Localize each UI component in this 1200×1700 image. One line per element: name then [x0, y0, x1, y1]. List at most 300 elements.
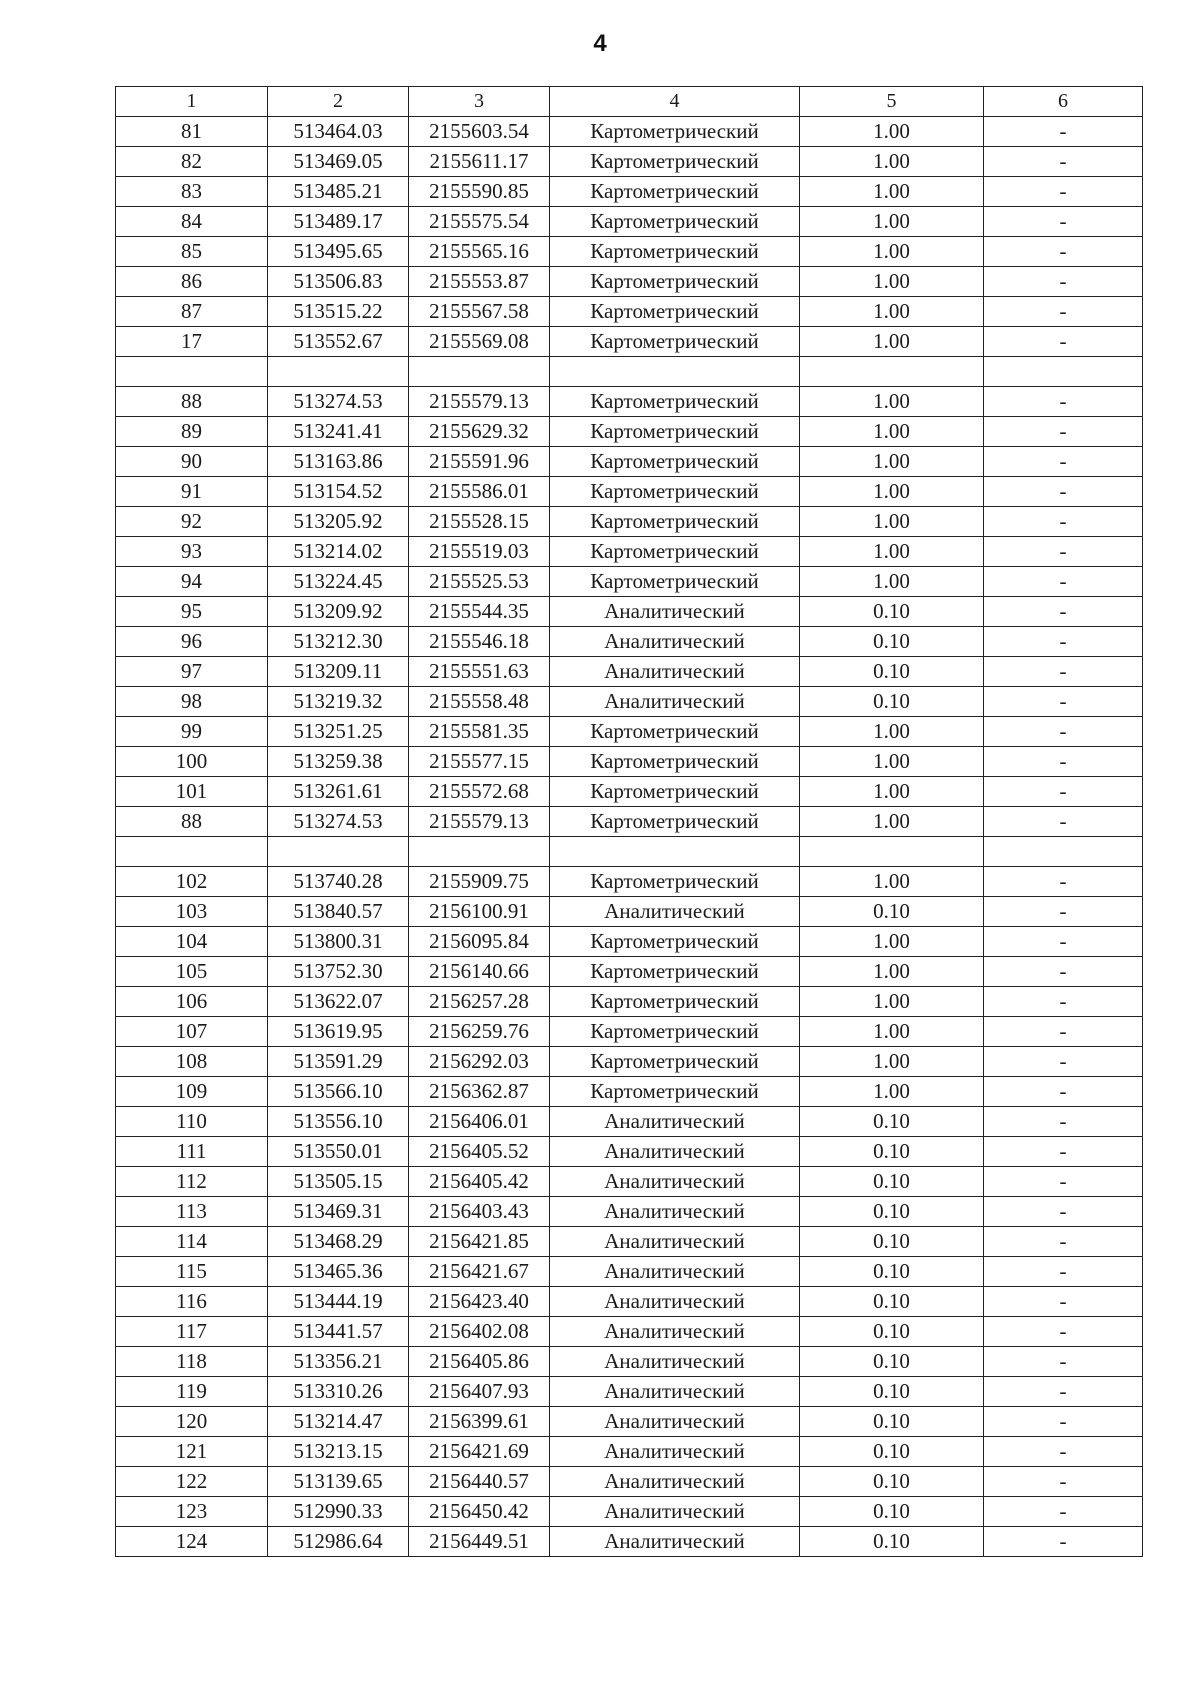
page-number: 4	[593, 30, 607, 57]
table-row	[116, 1137, 1143, 1167]
description-cell: -	[984, 867, 1143, 897]
table-row	[116, 1077, 1143, 1107]
point-number-cell: 84	[116, 207, 268, 237]
x-coordinate-cell: 513619.95	[268, 1017, 409, 1047]
x-coordinate-cell: 513163.86	[268, 447, 409, 477]
table-row	[116, 477, 1143, 507]
accuracy-cell: 1.00	[800, 387, 984, 417]
table-row	[116, 357, 1143, 387]
y-coordinate-cell	[409, 357, 550, 387]
x-coordinate-cell: 513261.61	[268, 777, 409, 807]
accuracy-cell: 1.00	[800, 327, 984, 357]
y-coordinate-cell: 2156406.01	[409, 1107, 550, 1137]
point-number-cell: 110	[116, 1107, 268, 1137]
y-coordinate-cell: 2156405.86	[409, 1347, 550, 1377]
point-number-cell: 83	[116, 177, 268, 207]
point-number-cell: 87	[116, 297, 268, 327]
point-number-cell: 92	[116, 507, 268, 537]
y-coordinate-cell: 2155528.15	[409, 507, 550, 537]
x-coordinate-cell: 513212.30	[268, 627, 409, 657]
method-cell: Аналитический	[550, 1107, 800, 1137]
description-cell: -	[984, 1287, 1143, 1317]
description-cell: -	[984, 567, 1143, 597]
table-row	[116, 747, 1143, 777]
method-cell: Аналитический	[550, 1377, 800, 1407]
method-cell: Картометрический	[550, 297, 800, 327]
y-coordinate-cell: 2155581.35	[409, 717, 550, 747]
table-row	[116, 597, 1143, 627]
accuracy-cell: 0.10	[800, 897, 984, 927]
accuracy-cell: 0.10	[800, 1227, 984, 1257]
table-row	[116, 1497, 1143, 1527]
accuracy-cell: 1.00	[800, 777, 984, 807]
x-coordinate-cell: 513209.92	[268, 597, 409, 627]
accuracy-cell: 1.00	[800, 1047, 984, 1077]
description-cell: -	[984, 987, 1143, 1017]
accuracy-cell: 0.10	[800, 687, 984, 717]
y-coordinate-cell: 2156257.28	[409, 987, 550, 1017]
description-cell: -	[984, 267, 1143, 297]
accuracy-cell: 0.10	[800, 1107, 984, 1137]
description-cell: -	[984, 537, 1143, 567]
point-number-cell: 114	[116, 1227, 268, 1257]
accuracy-cell: 1.00	[800, 267, 984, 297]
accuracy-cell: 1.00	[800, 507, 984, 537]
x-coordinate-cell: 513356.21	[268, 1347, 409, 1377]
point-number-cell: 90	[116, 447, 268, 477]
x-coordinate-cell: 512986.64	[268, 1527, 409, 1557]
x-coordinate-cell: 513485.21	[268, 177, 409, 207]
table-row	[116, 657, 1143, 687]
point-number-cell: 91	[116, 477, 268, 507]
accuracy-cell: 0.10	[800, 627, 984, 657]
point-number-cell: 95	[116, 597, 268, 627]
accuracy-cell: 1.00	[800, 537, 984, 567]
method-cell: Аналитический	[550, 1437, 800, 1467]
y-coordinate-cell	[409, 837, 550, 867]
accuracy-cell: 1.00	[800, 927, 984, 957]
column-header: 1	[116, 87, 268, 117]
description-cell: -	[984, 417, 1143, 447]
x-coordinate-cell: 513740.28	[268, 867, 409, 897]
coordinates-table	[115, 86, 1143, 1557]
accuracy-cell	[800, 837, 984, 867]
accuracy-cell: 1.00	[800, 747, 984, 777]
point-number-cell: 99	[116, 717, 268, 747]
accuracy-cell: 0.10	[800, 597, 984, 627]
point-number-cell: 113	[116, 1197, 268, 1227]
description-cell: -	[984, 657, 1143, 687]
method-cell: Картометрический	[550, 267, 800, 297]
point-number-cell: 94	[116, 567, 268, 597]
method-cell: Аналитический	[550, 1167, 800, 1197]
y-coordinate-cell: 2155909.75	[409, 867, 550, 897]
description-cell: -	[984, 1407, 1143, 1437]
point-number-cell: 123	[116, 1497, 268, 1527]
x-coordinate-cell: 513550.01	[268, 1137, 409, 1167]
accuracy-cell: 1.00	[800, 987, 984, 1017]
y-coordinate-cell: 2155551.63	[409, 657, 550, 687]
x-coordinate-cell: 513566.10	[268, 1077, 409, 1107]
accuracy-cell: 0.10	[800, 1257, 984, 1287]
table-row	[116, 687, 1143, 717]
x-coordinate-cell: 513214.47	[268, 1407, 409, 1437]
table-row	[116, 1227, 1143, 1257]
point-number-cell: 108	[116, 1047, 268, 1077]
x-coordinate-cell: 513489.17	[268, 207, 409, 237]
y-coordinate-cell: 2155565.16	[409, 237, 550, 267]
method-cell: Картометрический	[550, 237, 800, 267]
y-coordinate-cell: 2156259.76	[409, 1017, 550, 1047]
table-row	[116, 417, 1143, 447]
table-row	[116, 507, 1143, 537]
description-cell: -	[984, 207, 1143, 237]
accuracy-cell	[800, 357, 984, 387]
point-number-cell: 102	[116, 867, 268, 897]
description-cell: -	[984, 717, 1143, 747]
point-number-cell: 117	[116, 1317, 268, 1347]
method-cell: Аналитический	[550, 1287, 800, 1317]
table-row	[116, 1197, 1143, 1227]
point-number-cell: 112	[116, 1167, 268, 1197]
description-cell: -	[984, 297, 1143, 327]
description-cell: -	[984, 117, 1143, 147]
x-coordinate-cell: 513251.25	[268, 717, 409, 747]
y-coordinate-cell: 2155579.13	[409, 387, 550, 417]
method-cell: Аналитический	[550, 1257, 800, 1287]
point-number-cell: 116	[116, 1287, 268, 1317]
table-row	[116, 447, 1143, 477]
x-coordinate-cell: 513800.31	[268, 927, 409, 957]
point-number-cell: 17	[116, 327, 268, 357]
point-number-cell: 124	[116, 1527, 268, 1557]
description-cell: -	[984, 327, 1143, 357]
accuracy-cell: 1.00	[800, 447, 984, 477]
point-number-cell: 115	[116, 1257, 268, 1287]
column-header: 3	[409, 87, 550, 117]
method-cell: Картометрический	[550, 537, 800, 567]
point-number-cell	[116, 357, 268, 387]
method-cell: Картометрический	[550, 477, 800, 507]
accuracy-cell: 0.10	[800, 657, 984, 687]
table-row	[116, 927, 1143, 957]
description-cell: -	[984, 477, 1143, 507]
accuracy-cell: 1.00	[800, 1017, 984, 1047]
description-cell: -	[984, 1077, 1143, 1107]
method-cell: Картометрический	[550, 1077, 800, 1107]
description-cell: -	[984, 957, 1143, 987]
y-coordinate-cell: 2156450.42	[409, 1497, 550, 1527]
method-cell: Картометрический	[550, 177, 800, 207]
description-cell: -	[984, 1347, 1143, 1377]
table-row	[116, 297, 1143, 327]
description-cell: -	[984, 1317, 1143, 1347]
accuracy-cell: 1.00	[800, 117, 984, 147]
accuracy-cell: 0.10	[800, 1287, 984, 1317]
description-cell: -	[984, 927, 1143, 957]
method-cell: Картометрический	[550, 1047, 800, 1077]
accuracy-cell: 1.00	[800, 147, 984, 177]
table-row	[116, 1287, 1143, 1317]
method-cell: Аналитический	[550, 1137, 800, 1167]
method-cell: Картометрический	[550, 957, 800, 987]
x-coordinate-cell	[268, 837, 409, 867]
method-cell	[550, 837, 800, 867]
table-row	[116, 1047, 1143, 1077]
table-row	[116, 807, 1143, 837]
accuracy-cell: 0.10	[800, 1467, 984, 1497]
x-coordinate-cell: 513213.15	[268, 1437, 409, 1467]
point-number-cell: 81	[116, 117, 268, 147]
y-coordinate-cell: 2156140.66	[409, 957, 550, 987]
description-cell: -	[984, 1257, 1143, 1287]
y-coordinate-cell: 2155567.58	[409, 297, 550, 327]
point-number-cell: 101	[116, 777, 268, 807]
point-number-cell: 97	[116, 657, 268, 687]
table-row	[116, 777, 1143, 807]
x-coordinate-cell: 512990.33	[268, 1497, 409, 1527]
description-cell: -	[984, 237, 1143, 267]
description-cell: -	[984, 1527, 1143, 1557]
y-coordinate-cell: 2156292.03	[409, 1047, 550, 1077]
method-cell: Аналитический	[550, 1497, 800, 1527]
accuracy-cell: 1.00	[800, 1077, 984, 1107]
y-coordinate-cell: 2155575.54	[409, 207, 550, 237]
y-coordinate-cell: 2155553.87	[409, 267, 550, 297]
y-coordinate-cell: 2155577.15	[409, 747, 550, 777]
table-row	[116, 177, 1143, 207]
y-coordinate-cell: 2156100.91	[409, 897, 550, 927]
method-cell	[550, 357, 800, 387]
y-coordinate-cell: 2156095.84	[409, 927, 550, 957]
point-number-cell: 103	[116, 897, 268, 927]
table-row	[116, 1257, 1143, 1287]
x-coordinate-cell: 513310.26	[268, 1377, 409, 1407]
x-coordinate-cell: 513468.29	[268, 1227, 409, 1257]
accuracy-cell: 0.10	[800, 1407, 984, 1437]
x-coordinate-cell: 513241.41	[268, 417, 409, 447]
point-number-cell: 89	[116, 417, 268, 447]
table-row	[116, 117, 1143, 147]
table-row	[116, 1407, 1143, 1437]
y-coordinate-cell: 2155519.03	[409, 537, 550, 567]
table-row	[116, 327, 1143, 357]
x-coordinate-cell: 513465.36	[268, 1257, 409, 1287]
y-coordinate-cell: 2155569.08	[409, 327, 550, 357]
method-cell: Аналитический	[550, 1197, 800, 1227]
accuracy-cell: 1.00	[800, 237, 984, 267]
column-header: 5	[800, 87, 984, 117]
y-coordinate-cell: 2156421.85	[409, 1227, 550, 1257]
point-number-cell: 119	[116, 1377, 268, 1407]
table-row	[116, 1107, 1143, 1137]
accuracy-cell: 1.00	[800, 807, 984, 837]
accuracy-cell: 0.10	[800, 1347, 984, 1377]
description-cell: -	[984, 1167, 1143, 1197]
x-coordinate-cell: 513515.22	[268, 297, 409, 327]
method-cell: Картометрический	[550, 807, 800, 837]
method-cell: Аналитический	[550, 1227, 800, 1257]
table-row	[116, 627, 1143, 657]
y-coordinate-cell: 2156405.42	[409, 1167, 550, 1197]
table-row	[116, 867, 1143, 897]
accuracy-cell: 1.00	[800, 417, 984, 447]
x-coordinate-cell: 513259.38	[268, 747, 409, 777]
y-coordinate-cell: 2156399.61	[409, 1407, 550, 1437]
y-coordinate-cell: 2155629.32	[409, 417, 550, 447]
y-coordinate-cell: 2156440.57	[409, 1467, 550, 1497]
method-cell: Картометрический	[550, 747, 800, 777]
method-cell: Картометрический	[550, 387, 800, 417]
table-row	[116, 1347, 1143, 1377]
table-row	[116, 987, 1143, 1017]
method-cell: Картометрический	[550, 927, 800, 957]
accuracy-cell: 1.00	[800, 957, 984, 987]
table-row	[116, 537, 1143, 567]
description-cell: -	[984, 1017, 1143, 1047]
table-row	[116, 1377, 1143, 1407]
header-row	[116, 87, 1143, 117]
accuracy-cell: 1.00	[800, 567, 984, 597]
y-coordinate-cell: 2156362.87	[409, 1077, 550, 1107]
x-coordinate-cell: 513840.57	[268, 897, 409, 927]
accuracy-cell: 0.10	[800, 1377, 984, 1407]
description-cell: -	[984, 147, 1143, 177]
method-cell: Аналитический	[550, 687, 800, 717]
table-row	[116, 1317, 1143, 1347]
accuracy-cell: 0.10	[800, 1317, 984, 1347]
x-coordinate-cell	[268, 357, 409, 387]
method-cell: Аналитический	[550, 1527, 800, 1557]
method-cell: Картометрический	[550, 507, 800, 537]
method-cell: Аналитический	[550, 1407, 800, 1437]
column-header: 4	[550, 87, 800, 117]
table-row	[116, 897, 1143, 927]
table-row	[116, 837, 1143, 867]
description-cell: -	[984, 1377, 1143, 1407]
description-cell: -	[984, 1047, 1143, 1077]
x-coordinate-cell: 513469.31	[268, 1197, 409, 1227]
table-row	[116, 207, 1143, 237]
y-coordinate-cell: 2155579.13	[409, 807, 550, 837]
y-coordinate-cell: 2155558.48	[409, 687, 550, 717]
x-coordinate-cell: 513441.57	[268, 1317, 409, 1347]
y-coordinate-cell: 2155572.68	[409, 777, 550, 807]
y-coordinate-cell: 2156449.51	[409, 1527, 550, 1557]
description-cell	[984, 357, 1143, 387]
y-coordinate-cell: 2155544.35	[409, 597, 550, 627]
description-cell	[984, 837, 1143, 867]
table-row	[116, 567, 1143, 597]
point-number-cell: 105	[116, 957, 268, 987]
y-coordinate-cell: 2155525.53	[409, 567, 550, 597]
y-coordinate-cell: 2156421.69	[409, 1437, 550, 1467]
accuracy-cell: 0.10	[800, 1497, 984, 1527]
accuracy-cell: 0.10	[800, 1527, 984, 1557]
method-cell: Аналитический	[550, 1347, 800, 1377]
table-row	[116, 1167, 1143, 1197]
method-cell: Аналитический	[550, 597, 800, 627]
table-row	[116, 1527, 1143, 1557]
point-number-cell	[116, 837, 268, 867]
y-coordinate-cell: 2155590.85	[409, 177, 550, 207]
y-coordinate-cell: 2155611.17	[409, 147, 550, 177]
table-row	[116, 717, 1143, 747]
method-cell: Картометрический	[550, 987, 800, 1017]
method-cell: Картометрический	[550, 207, 800, 237]
table-row	[116, 1437, 1143, 1467]
table-row	[116, 387, 1143, 417]
description-cell: -	[984, 627, 1143, 657]
y-coordinate-cell: 2156407.93	[409, 1377, 550, 1407]
table-row	[116, 957, 1143, 987]
point-number-cell: 111	[116, 1137, 268, 1167]
method-cell: Картометрический	[550, 327, 800, 357]
description-cell: -	[984, 1467, 1143, 1497]
y-coordinate-cell: 2155603.54	[409, 117, 550, 147]
table-row	[116, 1017, 1143, 1047]
x-coordinate-cell: 513205.92	[268, 507, 409, 537]
table-row	[116, 237, 1143, 267]
description-cell: -	[984, 777, 1143, 807]
accuracy-cell: 1.00	[800, 297, 984, 327]
y-coordinate-cell: 2155546.18	[409, 627, 550, 657]
point-number-cell: 96	[116, 627, 268, 657]
x-coordinate-cell: 513591.29	[268, 1047, 409, 1077]
point-number-cell: 122	[116, 1467, 268, 1497]
x-coordinate-cell: 513139.65	[268, 1467, 409, 1497]
point-number-cell: 107	[116, 1017, 268, 1047]
point-number-cell: 118	[116, 1347, 268, 1377]
method-cell: Аналитический	[550, 897, 800, 927]
point-number-cell: 120	[116, 1407, 268, 1437]
table-body	[116, 117, 1143, 1557]
description-cell: -	[984, 747, 1143, 777]
description-cell: -	[984, 447, 1143, 477]
description-cell: -	[984, 1437, 1143, 1467]
description-cell: -	[984, 1197, 1143, 1227]
description-cell: -	[984, 1497, 1143, 1527]
x-coordinate-cell: 513469.05	[268, 147, 409, 177]
x-coordinate-cell: 513506.83	[268, 267, 409, 297]
method-cell: Картометрический	[550, 867, 800, 897]
point-number-cell: 98	[116, 687, 268, 717]
description-cell: -	[984, 1227, 1143, 1257]
method-cell: Аналитический	[550, 627, 800, 657]
y-coordinate-cell: 2156403.43	[409, 1197, 550, 1227]
method-cell: Картометрический	[550, 567, 800, 597]
method-cell: Картометрический	[550, 147, 800, 177]
y-coordinate-cell: 2156423.40	[409, 1287, 550, 1317]
table-row	[116, 1467, 1143, 1497]
method-cell: Картометрический	[550, 447, 800, 477]
method-cell: Картометрический	[550, 1017, 800, 1047]
point-number-cell: 88	[116, 387, 268, 417]
description-cell: -	[984, 687, 1143, 717]
x-coordinate-cell: 513154.52	[268, 477, 409, 507]
accuracy-cell: 1.00	[800, 717, 984, 747]
y-coordinate-cell: 2156402.08	[409, 1317, 550, 1347]
method-cell: Картометрический	[550, 117, 800, 147]
description-cell: -	[984, 1107, 1143, 1137]
x-coordinate-cell: 513274.53	[268, 807, 409, 837]
table-row	[116, 147, 1143, 177]
column-header: 2	[268, 87, 409, 117]
accuracy-cell: 0.10	[800, 1167, 984, 1197]
method-cell: Картометрический	[550, 777, 800, 807]
point-number-cell: 121	[116, 1437, 268, 1467]
accuracy-cell: 1.00	[800, 177, 984, 207]
